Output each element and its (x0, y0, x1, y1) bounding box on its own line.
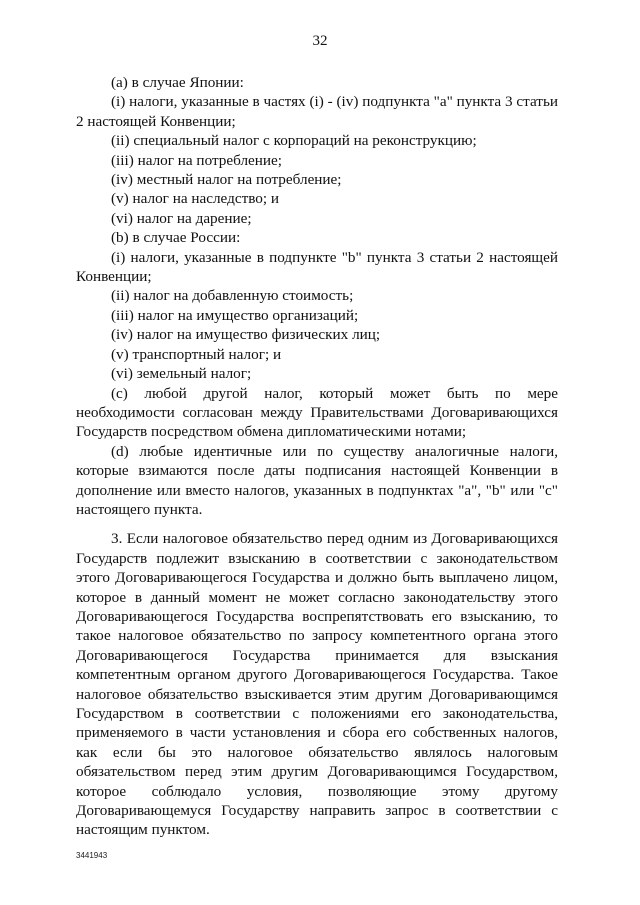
paragraph-japan-item-1: (i) налоги, указанные в частях (i) - (iv) подпункта "а" пункта 3 статьи 2 настоящей Конвенции; (76, 93, 558, 130)
paragraph-japan-item-5: (v) налог на наследство; и (111, 190, 280, 208)
document-body (76, 73, 558, 840)
paragraph-section-3: 3. Если налоговое обязательство перед одним из Договаривающихся Государств подлежит взысканию в соответствии с законодательством этого Договаривающегося Государства и должно быть выплачено лицом, которое в данный момент не может согласно законодательству этого Договаривающегося Государства воспрепятствовать его взысканию, то такое налоговое обязательство по запросу компетентного органа этого Договаривающегося Государства принимается для взыскания компетентным органом другого Договаривающегося Государства. Такое налоговое обязательство взыскивается этим другим Договаривающимся Государством в соответствии с положениями его законодательства, применяемого в части установления и сбора его собственных налогов, как если бы это налоговое обязательство являлось налоговым обязательством перед этим другим Договаривающимся Государством, которое соблюдало условия, позволяющие этому другому Договаривающемуся Государству направить запрос в соответствии с настоящим пунктом. (76, 530, 558, 839)
page-number: 32 (312, 33, 328, 49)
paragraph-russia-item-5: (v) транспортный налог; и (111, 345, 282, 363)
paragraph-russia-item-2: (ii) налог на добавленную стоимость; (111, 287, 354, 305)
paragraph-russia-item-3: (iii) налог на имущество организаций; (111, 306, 359, 324)
paragraph-russia-heading: (b) в случае России: (111, 229, 241, 247)
paragraph-russia-item-1: (i) налоги, указанные в подпункте "b" пункта 3 статьи 2 настоящей Конвенции; (76, 248, 558, 286)
paragraph-japan-item-4: (iv) местный налог на потребление; (111, 171, 342, 189)
document-code: 3441943 (76, 851, 108, 860)
paragraph-japan-item-6: (vi) налог на дарение; (111, 209, 252, 227)
paragraph-russia-item-4: (iv) налог на имущество физических лиц; (111, 326, 381, 344)
paragraph-japan-item-3: (iii) налог на потребление; (111, 151, 283, 169)
paragraph-japan-item-2: (ii) специальный налог с корпораций на реконструкцию; (111, 132, 477, 150)
paragraph-russia-item-6: (vi) земельный налог; (111, 365, 252, 383)
paragraph-clause-c: (с) любой другой налог, который может быть по мере необходимости согласован между Правительствами Договаривающихся Государств посредством обмена дипломатическими нотами; (76, 384, 558, 441)
paragraph-clause-d: (d) любые идентичные или по существу аналогичные налоги, которые взимаются после даты подписания настоящей Конвенции в дополнение или вместо налогов, указанных в подпунктах "а", "b" или "с" настоящего пункта. (76, 442, 558, 518)
paragraph-japan-heading: (а) в случае Японии: (111, 74, 244, 91)
